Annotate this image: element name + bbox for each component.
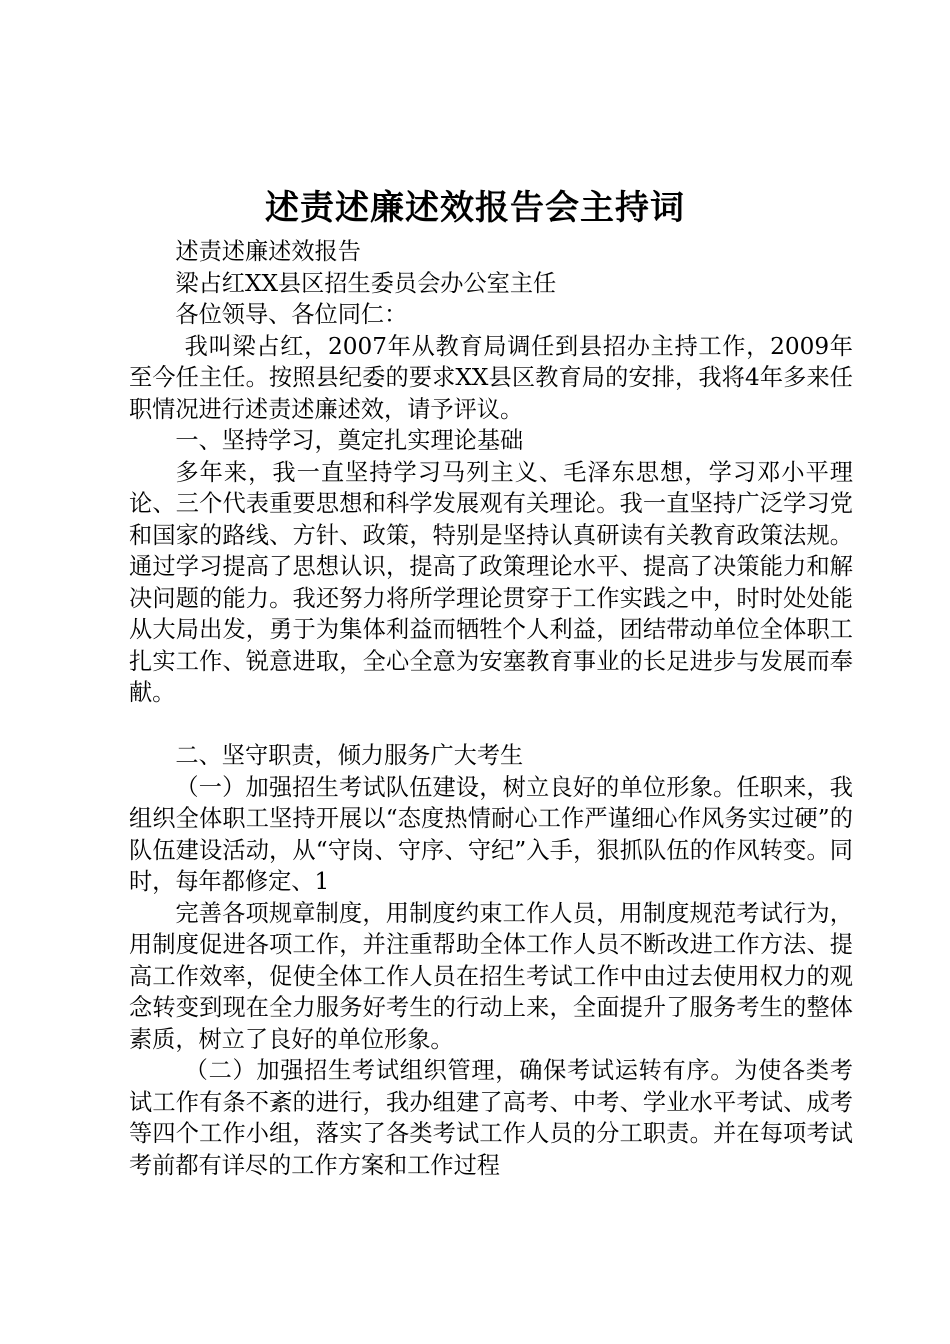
paragraph-salutation: 各位领导、各位同仁： xyxy=(175,301,408,328)
section-heading-1: 一、坚持学习，奠定扎实理论基础 xyxy=(175,427,524,454)
paragraph-study: 多年来，我一直坚持学习马列主义、毛泽东思想，学习邓小平理论、三个代表重要思想和科学发展观有关理论。我一直坚持广泛学习党和国家的路线、方针、政策，特别是坚持认真研读有关教育政策法规。通过学习提高了思想认识，提高了政策理论水平、提高了决策能力和解决问题的能力。我还努力将所学理论贯穿于工作实践之中，时时处处能从大局出发，勇于为集体利益而牺牲个人利益，团结带动单位全体职工扎实工作、锐意进取，全心全意为安塞教育事业的长足进步与发展而奉献。 xyxy=(129,458,853,706)
section-heading-2: 二、坚守职责，倾力服务广大考生 xyxy=(175,742,524,769)
paragraph-speaker: 梁占红XX县区招生委员会办公室主任 xyxy=(175,269,557,297)
paragraph-exam-management: （二）加强招生考试组织管理，确保考试运转有序。为使各类考试工作有条不紊的进行，我办组建了高考、中考、学业水平考试、成考等四个工作小组，落实了各类考试工作人员的分工职责。并在每项考试考前都有详尽的工作方案和工作过程 xyxy=(129,1057,853,1179)
document-body xyxy=(129,236,853,1181)
paragraph-team-building: （一）加强招生考试队伍建设，树立良好的单位形象。任职来，我组织全体职工坚持开展以“态度热情耐心工作严谨细心作风务实过硬”的队伍建设活动，从“守岗、守序、守纪”入手，狠抓队伍的作风转变。同时，每年都修定、1 xyxy=(129,773,853,895)
paragraph-report-name: 述责述廉述效报告 xyxy=(175,238,361,265)
document-title: 述责述廉述效报告会主持词 xyxy=(265,188,685,228)
paragraph-intro: 我叫梁占红，2007年从教育局调任到县招办主持工作，2009年至今任主任。按照县纪委的要求XX县区教育局的安排，我将4年多来任职情况进行述责述廉述效，请予评议。 xyxy=(129,332,853,423)
paragraph-regulations: 完善各项规章制度，用制度约束工作人员，用制度规范考试行为，用制度促进各项工作，并注重帮助全体工作人员不断改进工作方法、提高工作效率，促使全体工作人员在招生考试工作中由过去使用权力的观念转变到现在全力服务好考生的行动上来，全面提升了服务考生的整体素质，树立了良好的单位形象。 xyxy=(129,899,853,1053)
